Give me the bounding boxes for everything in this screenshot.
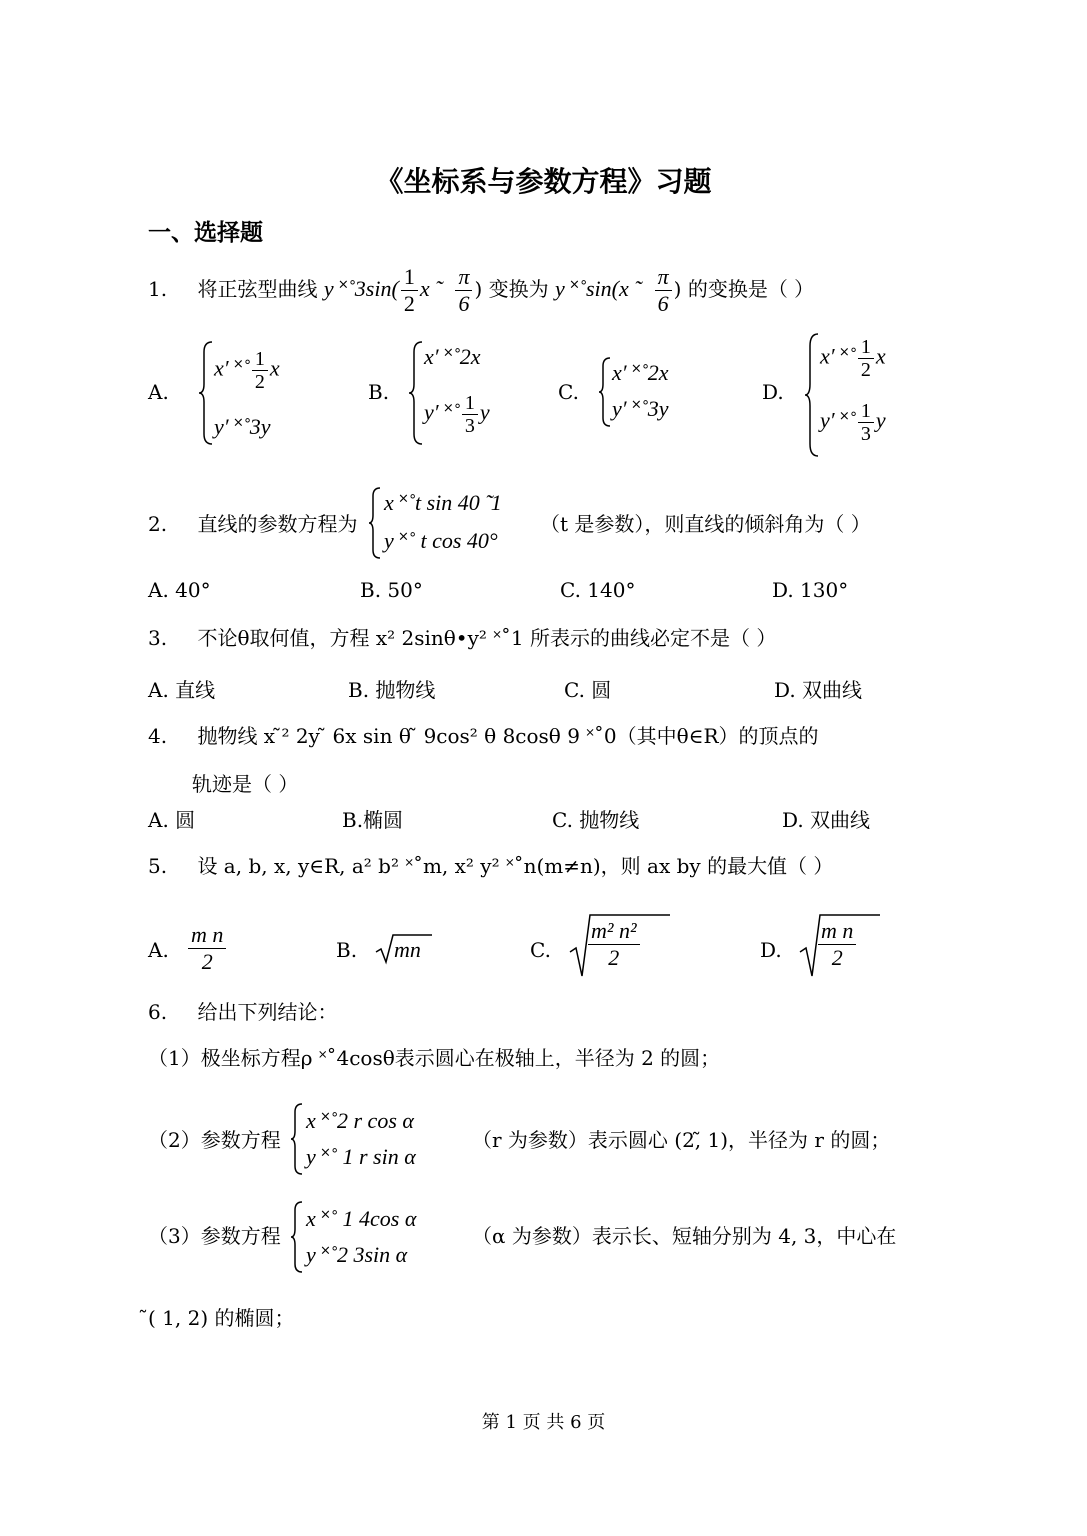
question-text: ) 的变换是（ ）	[673, 277, 815, 301]
option-a-system: x′ ˟˚ $\frac{1}{2}$ x y′ ˟˚3y	[198, 340, 318, 446]
question-number: 3.	[148, 626, 168, 650]
question-2-system: x ˟˚t sin 40 ̃ 1 y ˟˚ t cos 40°	[368, 486, 538, 560]
left-brace-icon	[598, 356, 612, 428]
q5-option-a-fraction: $\frac{\text{m n}}{2}$	[186, 922, 228, 975]
left-brace-icon	[804, 332, 820, 458]
fraction: $\frac{\pi}{6}$	[455, 264, 472, 317]
question-5	[148, 852, 833, 880]
question-text: ) 变换为	[474, 277, 549, 301]
statement-3-system: x ˟˚ 1 4cos α y ˟˚2 3sin α	[290, 1200, 470, 1274]
fraction: $\frac{\pi}{6}$	[655, 264, 672, 317]
q3-option-b: B. 抛物线	[348, 678, 436, 702]
q4-option-b: B.椭圆	[342, 808, 404, 832]
question-number: 4.	[148, 724, 168, 748]
question-2-suffix: （t 是参数），则直线的倾斜角为（ ）	[540, 512, 871, 536]
q5-option-d-fraction: $\frac{\text{m n}}{2}$	[816, 918, 858, 971]
q5-option-b-expr: mn	[394, 937, 421, 962]
left-brace-icon	[290, 1200, 304, 1274]
option-d-system: x′ ˟˚ $\frac{1}{2}$ x y′ ˟˚ $\frac{1}{3}$ y	[804, 332, 924, 458]
question-1	[148, 264, 814, 317]
question-text: 给出下列结论：	[197, 1000, 338, 1024]
q5-option-c-label: C.	[530, 938, 551, 962]
statement-3-prefix: （3）参数方程	[148, 1224, 281, 1248]
q3-option-c: C. 圆	[564, 678, 612, 702]
section-heading: 一、选择题	[148, 219, 263, 246]
page-footer: 第 1 页 共 6 页	[481, 1412, 606, 1433]
option-d-label: D.	[762, 380, 784, 404]
document-title: 《坐标系与参数方程》习题	[375, 165, 712, 198]
question-4-continued: 轨迹是（ ）	[192, 772, 299, 796]
q5-option-a-label: A.	[148, 938, 169, 962]
q3-option-d: D. 双曲线	[774, 678, 863, 702]
option-b-label: B.	[368, 380, 390, 404]
question-4	[148, 722, 819, 750]
statement-3-continued: ̃( 1, 2) 的椭圆；	[148, 1306, 295, 1330]
q5-option-c-fraction: $\frac{\text{m² n²}}{2}$	[586, 918, 642, 971]
left-brace-icon	[290, 1102, 304, 1176]
question-2	[148, 510, 357, 538]
q2-option-c: C. 140°	[560, 578, 636, 602]
question-text: 抛物线 x ̃² 2y ̃ 6x sin θ ̃ 9cos² θ 8cosθ 9 ˟˚0（其中θ∈R）的顶点的	[197, 724, 819, 748]
statement-2-prefix: （2）参数方程	[148, 1128, 281, 1152]
q2-option-a: A. 40°	[148, 578, 211, 602]
statement-3-suffix: （α 为参数）表示长、短轴分别为 4, 3，中心在	[472, 1224, 897, 1248]
question-text: 将正弦型曲线	[197, 277, 318, 301]
option-b-system: x′ ˟˚2x y′ ˟˚ $\frac{1}{3}$ y	[408, 340, 528, 446]
fraction: $\frac{1}{2}$	[401, 264, 418, 317]
question-number: 6.	[148, 1000, 168, 1024]
question-number: 5.	[148, 854, 168, 878]
option-a-label: A.	[148, 380, 169, 404]
statement-2-suffix: （r 为参数）表示圆心 (2,̃ 1)，半径为 r 的圆；	[472, 1128, 891, 1152]
q4-option-a: A. 圆	[148, 808, 196, 832]
left-brace-icon	[198, 340, 214, 446]
question-text: 直线的参数方程为	[197, 512, 358, 536]
q3-option-a: A. 直线	[148, 678, 216, 702]
question-number: 2.	[148, 512, 168, 536]
math-expr: y ˟˚sin(x ̃	[555, 276, 635, 301]
q4-option-c: C. 抛物线	[552, 808, 640, 832]
left-brace-icon	[408, 340, 424, 446]
option-c-system: x′ ˟˚2x y′ ˟˚3y	[598, 356, 708, 428]
left-brace-icon	[368, 486, 382, 560]
question-number: 1.	[148, 277, 168, 301]
option-c-label: C.	[558, 380, 579, 404]
statement-1: （1）极坐标方程ρ ˟˚4cosθ表示圆心在极轴上，半径为 2 的圆；	[148, 1046, 721, 1070]
math-expr: y ˟˚3sin(	[323, 276, 399, 301]
question-text: 设 a, b, x, y∈R, a² b² ˟˚m, x² y² ˟˚n(m≠n)，则 ax by 的最大值（ ）	[197, 854, 834, 878]
q4-option-d: D. 双曲线	[782, 808, 871, 832]
q2-option-d: D. 130°	[772, 578, 849, 602]
statement-2-system: x ˟˚2 r cos α y ˟˚ 1 r sin α	[290, 1102, 470, 1176]
q5-option-b-label: B.	[336, 938, 358, 962]
question-3	[148, 624, 776, 652]
question-text: 不论θ取何值，方程 x² 2sinθ•y² ˟˚1 所表示的曲线必定不是（ ）	[197, 626, 777, 650]
math-expr: x ̃	[419, 276, 436, 301]
question-6	[148, 998, 337, 1026]
q2-option-b: B. 50°	[360, 578, 423, 602]
q5-option-d-label: D.	[760, 938, 782, 962]
